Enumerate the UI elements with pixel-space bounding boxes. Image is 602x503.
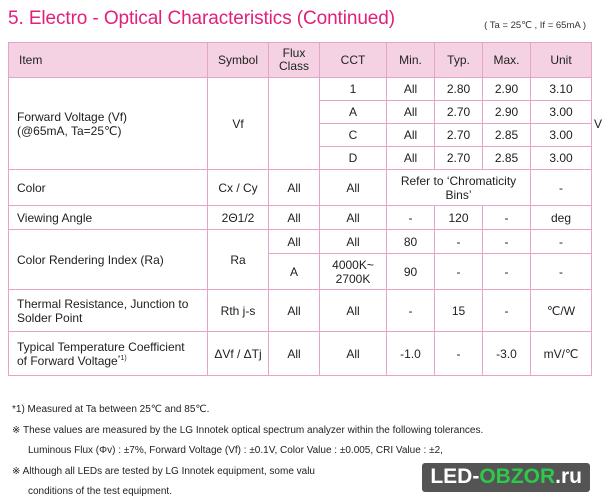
thermal-max: - xyxy=(483,290,531,332)
page-title: 5. Electro - Optical Characteristics (Continued) xyxy=(8,8,395,29)
footnote-line: conditions of the test equipment. xyxy=(28,486,172,497)
header-item: Item xyxy=(9,43,208,78)
cri-unit-cell: - xyxy=(531,230,592,254)
color-flux: All xyxy=(269,170,320,206)
fv-max-cell: 3.00 xyxy=(531,101,592,124)
table-row xyxy=(9,230,592,254)
fv-min-cell: 2.70 xyxy=(435,147,483,170)
cri-max-cell: - xyxy=(483,230,531,254)
header-cct: CCT xyxy=(320,43,387,78)
viewing-angle-min: - xyxy=(387,206,435,230)
fv-min-cell: 2.80 xyxy=(435,78,483,101)
fv-max-cell: 3.00 xyxy=(531,124,592,147)
temp-coeff-min: -1.0 xyxy=(387,332,435,376)
viewing-angle-unit: deg xyxy=(531,206,592,230)
thermal-typ: 15 xyxy=(435,290,483,332)
color-range: Refer to ‘Chromaticity Bins’ xyxy=(387,170,531,206)
temp-coeff-label-line2: of Forward Voltage xyxy=(17,353,118,368)
table-row xyxy=(9,170,592,206)
forward-voltage-condition: (@65mA, Ta=25℃) xyxy=(17,123,122,138)
cri-flux-cell: A xyxy=(269,254,320,290)
fv-typ-cell: 2.85 xyxy=(483,124,531,147)
forward-voltage-flux-empty xyxy=(269,78,320,170)
header-symbol: Symbol xyxy=(208,43,269,78)
site-watermark xyxy=(422,463,590,492)
table-row xyxy=(9,290,592,332)
temp-coeff-item xyxy=(9,332,208,376)
table-row xyxy=(9,206,592,230)
forward-voltage-label: Forward Voltage (Vf) xyxy=(17,109,128,124)
fv-typ-cell: 2.90 xyxy=(483,101,531,124)
fv-cct-cell: All xyxy=(387,147,435,170)
temp-coeff-cct: All xyxy=(320,332,387,376)
forward-voltage-symbol: Vf xyxy=(208,78,269,170)
thermal-min: - xyxy=(387,290,435,332)
table-row: Forward Voltage (Vf) (@65mA, Ta=25℃) Vf 1 All 2.80 2.90 3.10 V xyxy=(9,78,592,101)
fv-max-cell: 3.00 xyxy=(531,147,592,170)
color-item: Color xyxy=(9,170,208,206)
fv-max-cell: 3.10 xyxy=(531,78,592,101)
header-unit: Unit xyxy=(531,43,592,78)
temp-coeff-typ: - xyxy=(435,332,483,376)
thermal-symbol: Rth j-s xyxy=(208,290,269,332)
footnote-line: *1) Measured at Ta between 25℃ and 85℃. xyxy=(12,404,210,415)
header-max: Max. xyxy=(483,43,531,78)
cri-min-cell: 90 xyxy=(387,254,435,290)
fv-typ-cell: 2.85 xyxy=(483,147,531,170)
fv-cct-cell: All xyxy=(387,78,435,101)
cri-flux-cell: All xyxy=(269,230,320,254)
cri-min-cell: 80 xyxy=(387,230,435,254)
watermark-part: .ru xyxy=(555,465,582,488)
cri-typ-cell: - xyxy=(435,230,483,254)
footnote-line: Luminous Flux (Φv) : ±7%, Forward Voltage (Vf) : ±0.1V, Color Value : ±0.005, CRI Value : ±2, xyxy=(28,445,443,456)
viewing-angle-cct: All xyxy=(320,206,387,230)
watermark-part: OBZOR xyxy=(479,465,556,488)
viewing-angle-symbol: 2Θ1/2 xyxy=(208,206,269,230)
footnote-line: ※ Although all LEDs are tested by LG Innotek equipment, some valu xyxy=(12,465,315,477)
color-unit: - xyxy=(531,170,592,206)
thermal-cct: All xyxy=(320,290,387,332)
footnote-line: ※ These values are measured by the LG Innotek optical spectrum analyzer within the following tolerances. xyxy=(12,424,484,436)
viewing-angle-flux: All xyxy=(269,206,320,230)
cri-unit-cell: - xyxy=(531,254,592,290)
fv-min-cell: 2.70 xyxy=(435,101,483,124)
fv-flux-cell: D xyxy=(320,147,387,170)
thermal-unit: ℃/W xyxy=(531,290,592,332)
footnote-mark: *1) xyxy=(117,354,127,362)
cri-cct-cell: All xyxy=(320,230,387,254)
cri-item: Color Rendering Index (Ra) xyxy=(9,230,208,290)
cri-typ-cell: - xyxy=(435,254,483,290)
fv-cct-cell: All xyxy=(387,101,435,124)
header-flux-class: Flux Class xyxy=(269,43,320,78)
cri-symbol: Ra xyxy=(208,230,269,290)
watermark-part: LED- xyxy=(430,465,480,488)
temp-coeff-label-line1: Typical Temperature Coefficient xyxy=(17,339,185,354)
table-header-row xyxy=(9,43,592,78)
viewing-angle-item: Viewing Angle xyxy=(9,206,208,230)
viewing-angle-typ: 120 xyxy=(435,206,483,230)
header-min: Min. xyxy=(387,43,435,78)
cri-max-cell: - xyxy=(483,254,531,290)
temp-coeff-flux: All xyxy=(269,332,320,376)
thermal-item: Thermal Resistance, Junction to Solder Point xyxy=(9,290,208,332)
cri-cct-cell: 4000K~ 2700K xyxy=(320,254,387,290)
fv-min-cell: 2.70 xyxy=(435,124,483,147)
forward-voltage-item xyxy=(9,78,208,170)
fv-typ-cell: 2.90 xyxy=(483,78,531,101)
temp-coeff-max: -3.0 xyxy=(483,332,531,376)
fv-flux-cell: 1 xyxy=(320,78,387,101)
characteristics-table xyxy=(8,42,602,376)
color-symbol: Cx / Cy xyxy=(208,170,269,206)
fv-flux-cell: A xyxy=(320,101,387,124)
fv-cct-cell: All xyxy=(387,124,435,147)
temp-coeff-unit: mV/℃ xyxy=(531,332,592,376)
table-row xyxy=(9,332,592,376)
temp-coeff-symbol: ΔVf / ΔTj xyxy=(208,332,269,376)
color-cct: All xyxy=(320,170,387,206)
thermal-flux: All xyxy=(269,290,320,332)
header-typ: Typ. xyxy=(435,43,483,78)
test-conditions: ( Ta = 25℃ , If = 65mA ) xyxy=(484,20,586,31)
viewing-angle-max: - xyxy=(483,206,531,230)
fv-flux-cell: C xyxy=(320,124,387,147)
